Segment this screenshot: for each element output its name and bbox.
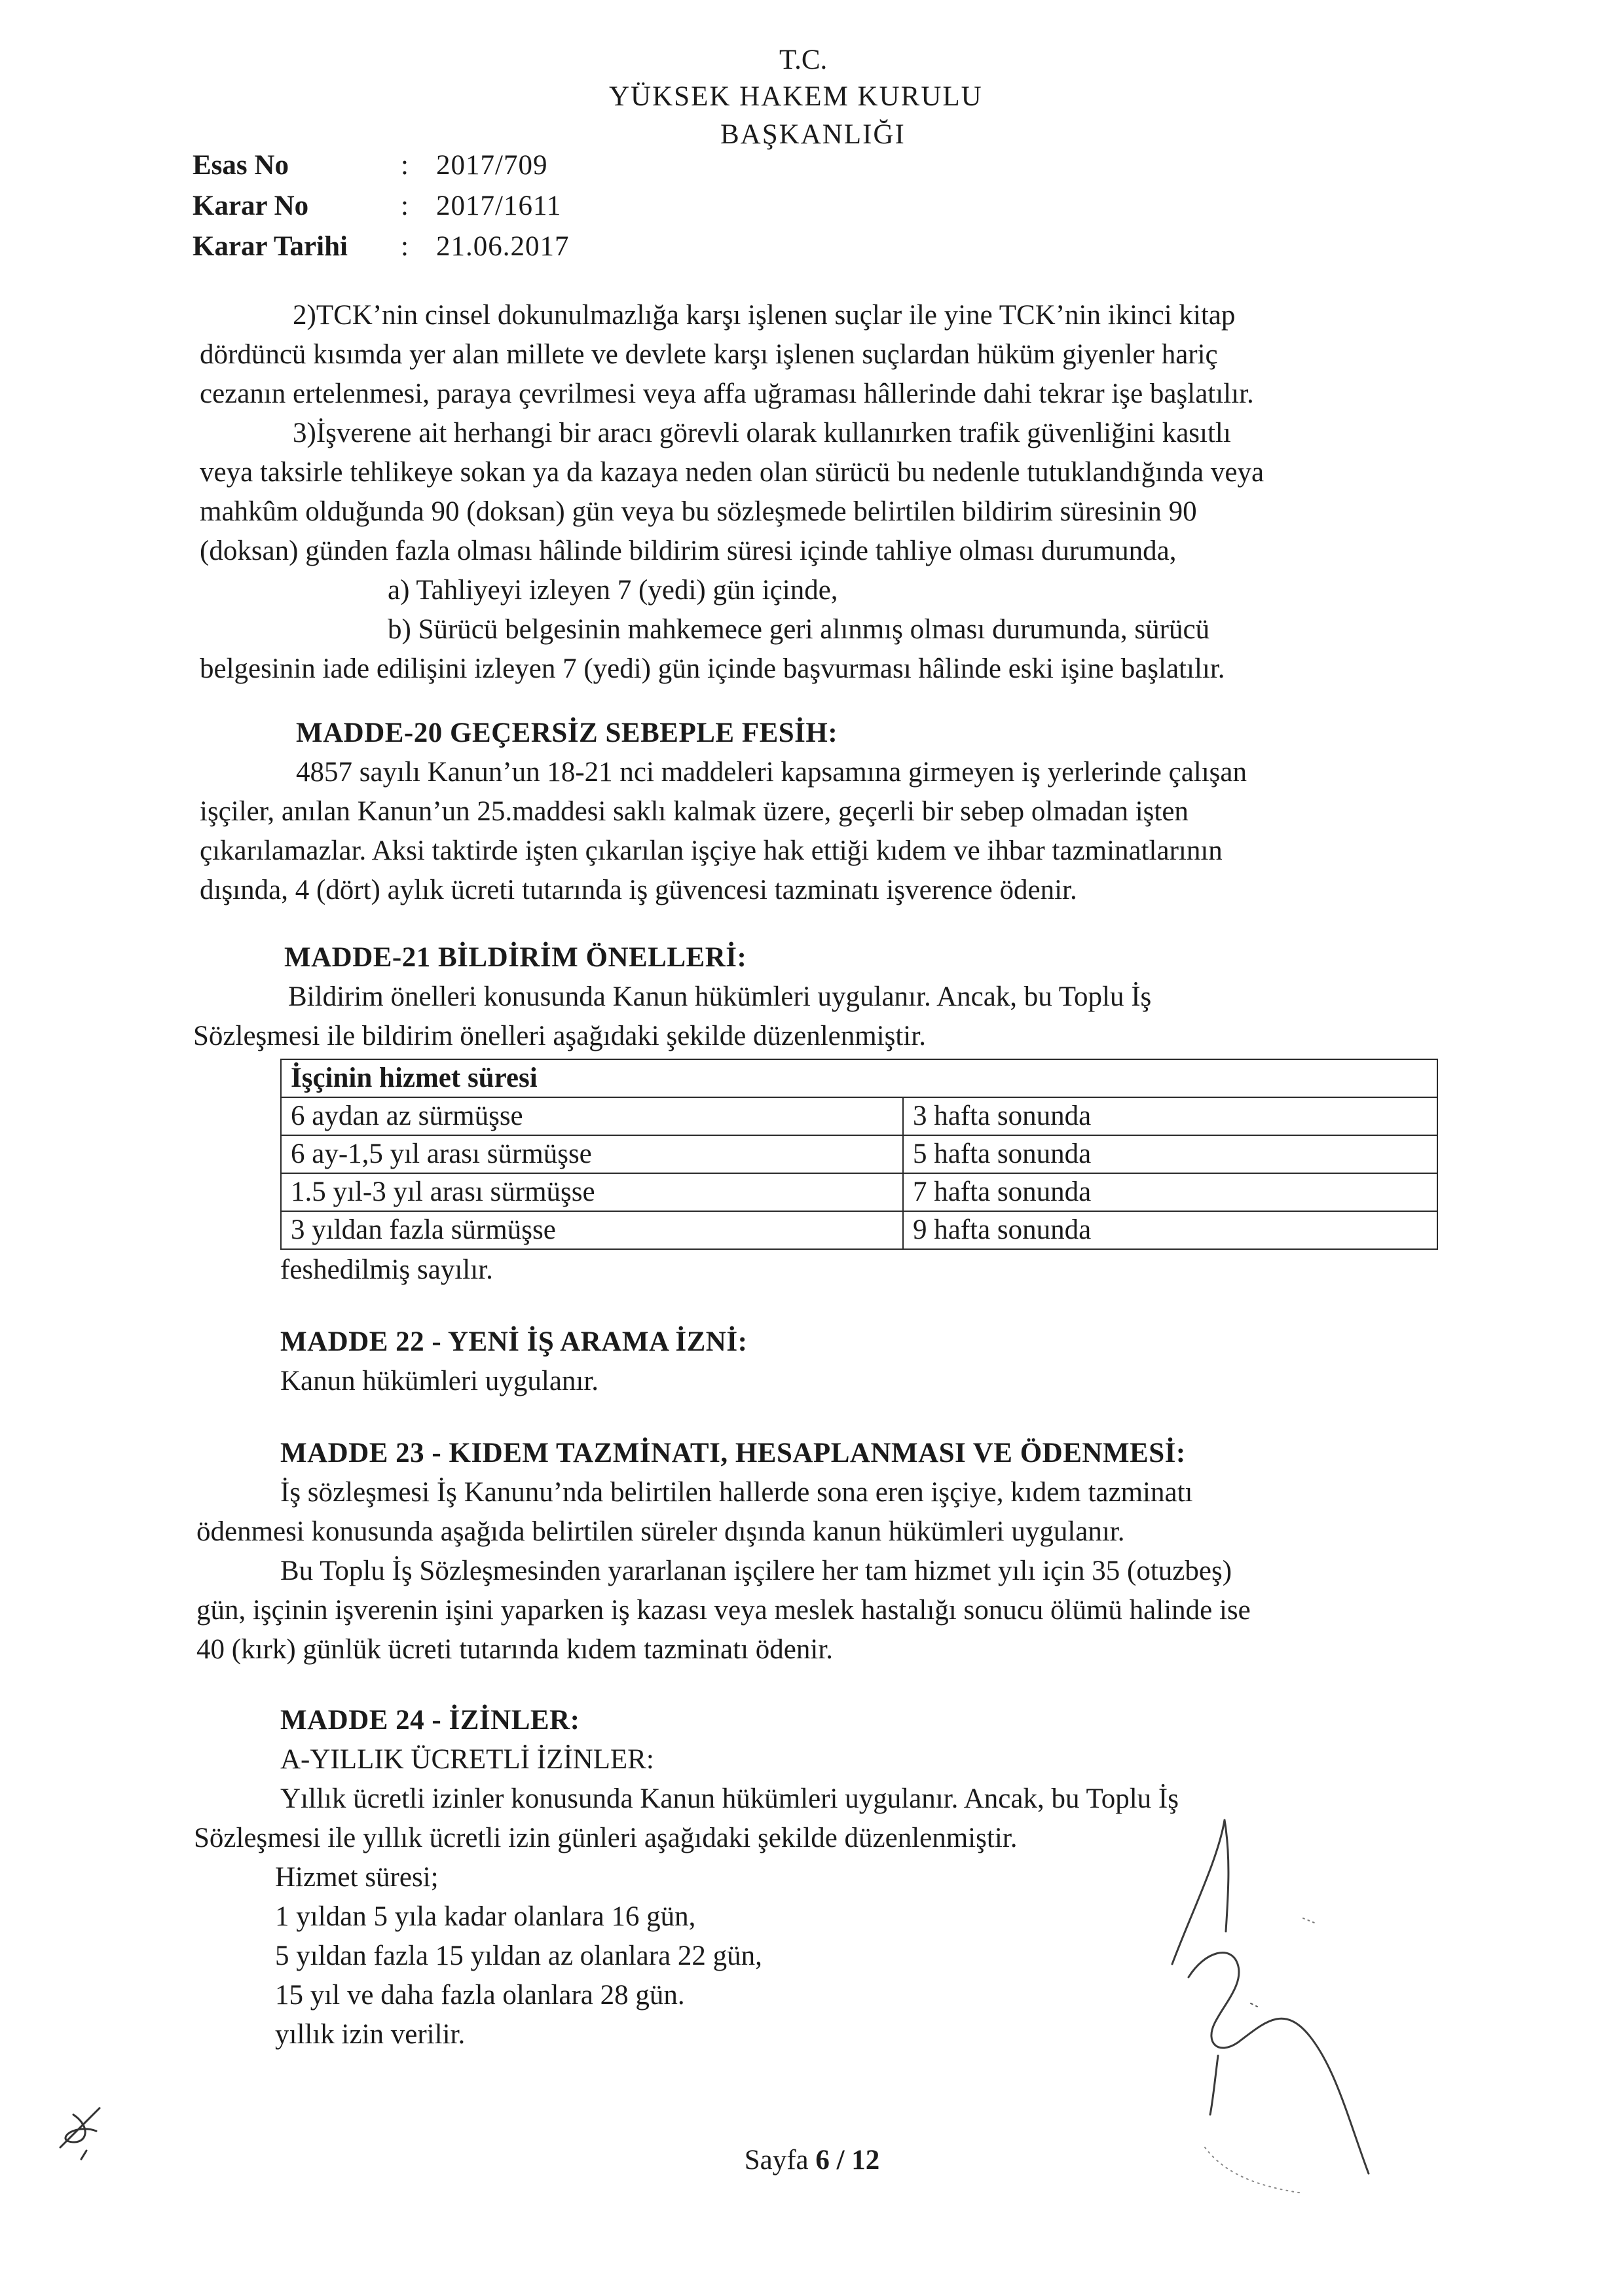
meta-value: 21.06.2017 <box>436 231 570 262</box>
madde21-title: MADDE-21 BİLDİRİM ÖNELLERİ: <box>284 942 747 973</box>
madde23-line: 40 (kırk) günlük ücreti tutarında kıdem tazminatı ödenir. <box>196 1634 834 1665</box>
table-cell-service: 6 ay-1,5 yıl arası sürmüşse <box>281 1135 903 1173</box>
item3-line: (doksan) günden fazla olması hâlinde bildirim süresi içinde tahliye olması durumunda, <box>200 536 1177 566</box>
madde21-line: Sözleşmesi ile bildirim önelleri aşağıdaki şekilde düzenlenmiştir. <box>193 1021 926 1051</box>
table-cell-notice: 5 hafta sonunda <box>903 1135 1437 1173</box>
meta-row-esas <box>193 145 570 186</box>
madde24-item: 1 yıldan 5 yıla kadar olanlara 16 gün, <box>275 1901 696 1932</box>
madde23-line: gün, işçinin işverenin işini yaparken iş kazası veya meslek hastalığı sonucu ölümü halinde ise <box>196 1595 1251 1626</box>
madde24-line: Yıllık ücretli izinler konusunda Kanun hükümleri uygulanır. Ancak, bu Toplu İş <box>280 1783 1179 1814</box>
madde24-service-label: Hizmet süresi; <box>275 1862 439 1893</box>
header-presidency: BAŞKANLIĞI <box>720 119 906 150</box>
table-cell-service: 1.5 yıl-3 yıl arası sürmüşse <box>281 1173 903 1211</box>
item2-line: 2)TCK’nin cinsel dokunulmazlığa karşı işlenen suçlar ile yine TCK’nin ikinci kitap <box>293 300 1236 331</box>
item3-line: 3)İşverene ait herhangi bir aracı görevli olarak kullanırken trafik güvenliğini kasıtlı <box>293 418 1231 448</box>
madde20-line: dışında, 4 (dört) aylık ücreti tutarında iş güvencesi tazminatı işverence ödenir. <box>200 875 1077 905</box>
meta-value: 2017/709 <box>436 150 548 181</box>
table-row <box>281 1211 1437 1249</box>
meta-row-tarih <box>193 227 570 267</box>
madde20-title: MADDE-20 GEÇERSİZ SEBEPLE FESİH: <box>296 718 838 748</box>
madde21-after-table: feshedilmiş sayılır. <box>280 1254 493 1285</box>
item2-line: dördüncü kısımda yer alan millete ve devlete karşı işlenen suçlardan hüküm giyenler hariç <box>200 339 1218 370</box>
meta-label: Esas No <box>193 150 289 181</box>
table-cell-service: 3 yıldan fazla sürmüşse <box>281 1211 903 1249</box>
table-header-row <box>281 1059 1437 1097</box>
table-cell-notice: 7 hafta sonunda <box>903 1173 1437 1211</box>
madde23-line: Bu Toplu İş Sözleşmesinden yararlanan işçilere her tam hizmet yılı için 35 (otuzbeş) <box>280 1556 1232 1586</box>
table-header-cell: İşçinin hizmet süresi <box>281 1059 1437 1097</box>
item3a-line: a) Tahliyeyi izleyen 7 (yedi) gün içinde, <box>388 575 838 606</box>
madde20-line: çıkarılamazlar. Aksi taktirde işten çıkarılan işçiye hak ettiği kıdem ve ihbar tazminatlarının <box>200 835 1223 866</box>
madde20-line: 4857 sayılı Kanun’un 18-21 nci maddeleri kapsamına girmeyen iş yerlerinde çalışan <box>296 757 1247 788</box>
meta-label: Karar No <box>193 191 309 221</box>
madde24-closing: yıllık izin verilir. <box>275 2019 466 2050</box>
table-row <box>281 1097 1437 1135</box>
table-cell-service: 6 aydan az sürmüşse <box>281 1097 903 1135</box>
table-cell-notice: 9 hafta sonunda <box>903 1211 1437 1249</box>
meta-label: Karar Tarihi <box>193 231 348 262</box>
madde23-line: İş sözleşmesi İş Kanunu’nda belirtilen hallerde sona eren işçiye, kıdem tazminatı <box>280 1477 1193 1508</box>
madde24-title: MADDE 24 - İZİNLER: <box>280 1705 580 1736</box>
meta-colon: : <box>401 150 409 181</box>
madde23-line: ödenmesi konusunda aşağıda belirtilen süreler dışında kanun hükümleri uygulanır. <box>196 1516 1125 1547</box>
table-row <box>281 1173 1437 1211</box>
item2-line: cezanın ertelenmesi, paraya çevrilmesi veya affa uğraması hâllerinde dahi tekrar işe başlatılır. <box>200 378 1254 409</box>
initial-signature <box>47 2095 119 2167</box>
item3b-line: belgesinin iade edilişini izleyen 7 (yedi) gün içinde başvurması hâlinde eski işine başlatılır. <box>200 653 1225 684</box>
madde22-title: MADDE 22 - YENİ İŞ ARAMA İZNİ: <box>280 1326 748 1357</box>
madde24-item: 15 yıl ve daha fazla olanlara 28 gün. <box>275 1980 685 2011</box>
meta-value: 2017/1611 <box>436 191 562 221</box>
madde20-line: işçiler, anılan Kanun’un 25.maddesi saklı kalmak üzere, geçerli bir sebep olmadan işten <box>200 796 1189 827</box>
meta-row-karar <box>193 186 570 227</box>
meta-colon: : <box>401 231 409 262</box>
page-word: Sayfa <box>744 2145 809 2176</box>
item3-line: mahkûm olduğunda 90 (doksan) gün veya bu sözleşmede belirtilen bildirim süresinin 90 <box>200 496 1197 527</box>
madde21-line: Bildirim önelleri konusunda Kanun hükümleri uygulanır. Ancak, bu Toplu İş <box>288 981 1152 1012</box>
meta-colon: : <box>401 191 409 221</box>
madde22-line: Kanun hükümleri uygulanır. <box>280 1366 599 1396</box>
madde23-title: MADDE 23 - KIDEM TAZMİNATI, HESAPLANMASI VE ÖDENMESİ: <box>280 1438 1186 1468</box>
header-tc: T.C. <box>779 45 828 75</box>
item3-line: veya taksirle tehlikeye sokan ya da kazaya neden olan sürücü bu nedenle tutuklandığında veya <box>200 457 1264 488</box>
case-meta <box>193 145 570 267</box>
madde24-line: Sözleşmesi ile yıllık ücretli izin günleri aşağıdaki şekilde düzenlenmiştir. <box>194 1823 1018 1853</box>
table-cell-notice: 3 hafta sonunda <box>903 1097 1437 1135</box>
page-number: 6 / 12 <box>815 2145 880 2176</box>
madde24-subtitle: A-YILLIK ÜCRETLİ İZİNLER: <box>280 1744 654 1775</box>
table-row <box>281 1135 1437 1173</box>
handwritten-signature <box>1153 1807 1454 2200</box>
item3b-line: b) Sürücü belgesinin mahkemece geri alınmış olması durumunda, sürücü <box>388 614 1210 645</box>
header-org: YÜKSEK HAKEM KURULU <box>609 81 983 112</box>
madde24-item: 5 yıldan fazla 15 yıldan az olanlara 22 gün, <box>275 1941 762 1971</box>
notice-period-table <box>280 1059 1438 1250</box>
